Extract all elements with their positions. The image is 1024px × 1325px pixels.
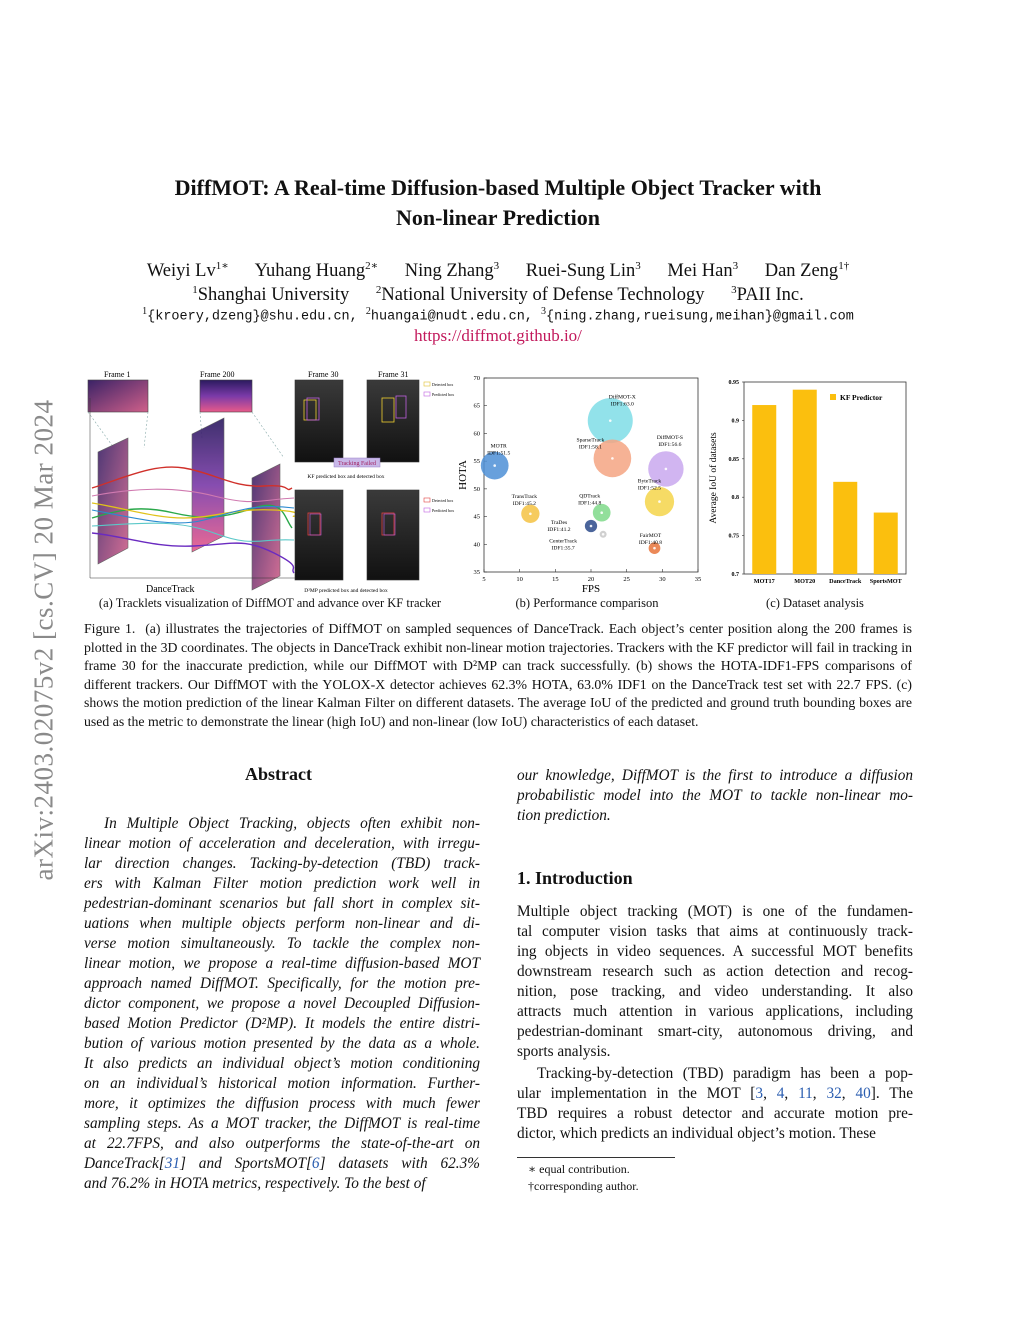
abstract-continuation	[517, 766, 913, 826]
intro-line: dictor, which predicts an individual object’s motion. These	[517, 1125, 876, 1142]
figure-panel-a	[84, 368, 456, 596]
frame-thumbnail	[88, 380, 148, 412]
abstract-line: approach named DiffMOT. Specifically, for the motion pre-	[84, 975, 480, 992]
frame-thumbnail	[200, 380, 252, 412]
legend-detected-box: Detected box	[432, 382, 454, 387]
paper-title-line2: Non-linear Prediction	[396, 205, 600, 230]
y-axis-label: Average IoU of datasets	[709, 432, 719, 524]
performance-scatter-chart	[452, 370, 712, 596]
abstract-line: bution of various motion presented by the data as a whole.	[84, 1035, 480, 1052]
scatter-point-name: ByteTrack	[637, 478, 662, 485]
y-tick-label: 0.8	[731, 495, 739, 502]
abstract-line: tion prediction.	[517, 807, 611, 824]
author: Weiyi $Lv^{1∗}$	[146, 260, 229, 282]
intro-paragraph-2	[517, 1064, 913, 1144]
frame-label: Frame 200	[200, 370, 235, 379]
abstract-line: more, it optimizes the diffusion process with much fewer	[84, 1095, 480, 1112]
scatter-point-idf1: IDF1:41.2	[547, 526, 571, 533]
bar	[874, 513, 898, 574]
intro-line: Tracking-by-detection (TBD) paradigm has been a pop-	[537, 1065, 913, 1082]
abstract-line: at 22.7FPS, and also outperforms the state-of-the-art on	[84, 1135, 480, 1152]
x-tick-label: 35	[694, 576, 702, 583]
scatter-point-idf1: IDF1:51.5	[487, 450, 511, 457]
x-tick-label: 15	[552, 576, 559, 583]
abstract-line: sampling steps. As a MOT tracker, the DiffMOT is real-time	[84, 1115, 480, 1132]
figure-caption: Figure 1. (a) illustrates the trajectories of DiffMOT on sampled sequences of DanceTrack. Each object’s center position along the 200 frames is plotted in the 3D coordinates. The objects in DanceTrack exhibit non-linear motion trajectories. Trackers with the KF predictor will fail in tracking in frame 30 for the inaccurate prediction, while our DiffMOT with D²MP can track successfully. (b) shows the HOTA-IDF1-FPS comparisons of different trackers. Our DiffMOT with the YOLOX-X detector achieves 62.3% HOTA, 63.0% IDF1 on the DanceTrack test set with 22.7 FPS. (c) shows the motion prediction of the linear Kalman Filter on different datasets. The average IoU of the predicted and ground truth bounding boxes are used as the metric to demonstrate the linear (high IoU) and non-linear (low IoU) characteristics of each dataset.	[84, 621, 912, 729]
x-tick-label: 30	[659, 576, 666, 583]
abstract-line: verse motion simultaneously. To tackle the complex non-	[84, 935, 480, 952]
legend-predicted-box: Predicted box	[432, 508, 455, 513]
abstract-line: and 76.2% in HOTA metrics, respectively. To the best of	[84, 1175, 426, 1192]
scatter-point-idf1: IDF1:56.6	[658, 441, 682, 448]
author: Yuhang Huang$^{2∗}$	[254, 260, 379, 282]
scatter-point-name: TransTrack	[511, 493, 538, 500]
y-tick-label: 0.9	[731, 418, 739, 425]
intro-line: TBD requires a robust detector and accurate motion pre-	[517, 1105, 913, 1122]
scatter-point-center	[665, 468, 668, 471]
affiliation: $^2$National University of Defense Technology	[375, 284, 705, 306]
tracklet-visualization	[84, 368, 456, 596]
scatter-point-center	[658, 500, 661, 503]
introduction-heading: 1. Introduction	[517, 868, 633, 888]
intro-line: Multiple object tracking (MOT) is one of the fundamen-	[517, 903, 913, 920]
scatter-point-center	[611, 457, 614, 460]
intro-line: downstream research such as action detection and recog-	[517, 963, 913, 980]
x-tick-label: 25	[623, 576, 630, 583]
y-tick-label: 35	[473, 569, 480, 576]
x-tick-label: MOT17	[753, 578, 775, 585]
abstract-heading: Abstract	[245, 764, 312, 784]
y-tick-label: 0.7	[731, 572, 739, 578]
y-tick-label: 40	[473, 541, 480, 549]
abstract-line: our knowledge, DiffMOT is the first to introduce a diffusion	[517, 767, 913, 784]
abstract-line: based Motion Predictor (D²MP). It models the entire distri-	[84, 1015, 480, 1032]
bar	[793, 390, 817, 574]
y-tick-label: 45	[473, 513, 480, 521]
panel-c-caption: (c) Dataset analysis	[766, 596, 864, 610]
scatter-point-center	[602, 533, 605, 536]
y-axis-label: HOTA	[457, 460, 469, 490]
abstract-line: linear motion, we propose a real-time diffusion-based MOT	[84, 955, 480, 972]
scatter-point-idf1: IDF1:63.0	[610, 401, 634, 408]
tracking-failed-label: Tracking Failed	[338, 461, 376, 467]
scatter-point-name: QDTrack	[579, 493, 601, 500]
author: Ruei-Sung Lin$^3$	[525, 260, 641, 282]
scatter-point-idf1: IDF1:58.1	[578, 444, 602, 451]
intro-line: ular implementation in the MOT [3, 4, 11, 32, 40]. The	[517, 1085, 913, 1102]
frame-label: Frame 31	[378, 370, 409, 379]
legend-detected-box: Detected box	[432, 498, 454, 503]
abstract-line: on an individual’s historical motion information. Further-	[84, 1075, 480, 1092]
bar	[833, 482, 857, 574]
intro-line: tal computer vision tasks that aims at continuously track-	[517, 923, 913, 940]
scatter-point-idf1: IDF1:52.5	[637, 485, 662, 492]
affiliation: $^3$PAII Inc.	[731, 284, 804, 306]
abstract-line: probabilistic model into the MOT to tackle non-linear mo-	[517, 787, 913, 804]
author: Ning Zhang$^3$	[404, 260, 500, 282]
scatter-point-idf1: IDF1:40.8	[638, 540, 663, 547]
abstract-line: It also predicts an individual object’s motion conditioning	[84, 1055, 480, 1072]
affiliation: $^1$Shanghai University	[192, 284, 350, 306]
abstract-line: lar direction changes. Tacking-by-detection (TBD) track-	[84, 855, 480, 872]
intro-line: nition, pose tracking, and video understanding. It also	[517, 983, 913, 1000]
scatter-point-idf1: IDF1:44.8	[578, 500, 602, 507]
bar	[752, 405, 776, 574]
dataset-iou-bar-chart	[704, 372, 910, 594]
email-list: $^1${kroery,dzeng}@shu.edu.cn, $^2$huangai@nudt.edu.cn, $^3${ning.zhang,rueisung,meihan}@gmail.com	[142, 306, 854, 325]
paper-title-line1: DiffMOT: A Real-time Diffusion-based Multiple Object Tracker with	[174, 175, 822, 200]
arxiv-id: arXiv:2403.02075v2 [cs.CV] 20 Mar 2024	[28, 399, 59, 881]
scatter-point-center	[493, 464, 496, 467]
abstract-line: pedestrian-dominant scenarios but fall short in complex sit-	[84, 895, 480, 912]
abstract-line: uations when multiple objects perform non-linear and di-	[84, 915, 480, 932]
x-axis-label: FPS	[581, 583, 601, 595]
legend-swatch	[830, 394, 836, 400]
legend-predicted-box: Predicted box	[432, 392, 455, 397]
footnote-corresponding-author: †corresponding author.	[528, 1179, 639, 1193]
y-tick-label: 50	[473, 485, 480, 493]
scatter-point-name: CenterTrack	[549, 538, 578, 545]
affiliation-list	[100, 278, 896, 307]
scatter-point-center	[600, 511, 603, 514]
scatter-point-center	[590, 525, 593, 528]
scatter-point-name: DiffMOT-X	[608, 394, 636, 401]
intro-line: pedestrian-dominant smart-city, autonomous driving, and	[517, 1023, 913, 1040]
project-url-link[interactable]: https://diffmot.github.io/	[414, 326, 582, 345]
figure-panel-c	[704, 372, 910, 594]
scatter-point-center	[529, 513, 532, 516]
scatter-point-idf1: IDF1:35.7	[551, 545, 575, 552]
panel-a-caption: (a) Tracklets visualization of DiffMOT and advance over KF tracker	[98, 596, 442, 610]
author: Dan Zeng$^{1\dagger}$	[764, 260, 850, 282]
y-tick-label: 0.75	[728, 533, 739, 540]
intro-line: ing objects in video sequences. A successful MOT benefits	[517, 943, 913, 960]
y-tick-label: 65	[473, 402, 480, 410]
scatter-point-name: SparseTrack	[576, 437, 605, 444]
scatter-point-center	[609, 419, 612, 422]
footnote-rule	[517, 1157, 675, 1158]
x-tick-label: 10	[516, 576, 523, 583]
y-tick-label: 0.85	[728, 456, 739, 463]
scatter-point-name: FairMOT	[639, 533, 662, 540]
tracking-photo	[295, 380, 343, 462]
x-tick-label: 20	[587, 576, 595, 583]
abstract-line: linear motion of acceleration and deceleration, with irregu-	[84, 835, 480, 852]
x-tick-label: 5	[482, 576, 486, 583]
legend-label: KF Predictor	[840, 393, 883, 402]
frame-label: Frame 30	[308, 370, 339, 379]
x-tick-label: DanceTrack	[829, 578, 862, 585]
abstract-line: dictor component, we propose a novel Decoupled Diffusion-	[84, 995, 480, 1012]
y-tick-label: 60	[473, 430, 480, 438]
y-tick-label: 70	[473, 375, 480, 382]
tracking-photo	[367, 380, 419, 462]
y-tick-label: 0.95	[728, 380, 739, 386]
abstract-body	[84, 814, 480, 1194]
panel-b-caption: (b) Performance comparison	[515, 596, 659, 610]
scatter-point-name: DiffMOT-S	[656, 434, 683, 441]
frame-label: Frame 1	[104, 370, 131, 379]
footnote-equal-contribution: ∗ equal contribution.	[528, 1162, 630, 1176]
kf-box-label: KF predicted box and detected box	[307, 474, 385, 480]
author: Mei Han$^3$	[667, 260, 739, 282]
dataset-label: DanceTrack	[146, 584, 195, 595]
abstract-line: In Multiple Object Tracking, objects often exhibit non-	[104, 815, 480, 832]
intro-paragraph-1	[517, 902, 913, 1062]
scatter-point-name: TraDes	[550, 519, 568, 526]
scatter-point-idf1: IDF1:45.2	[512, 500, 536, 507]
intro-line: sports analysis.	[517, 1043, 611, 1060]
scatter-point-center	[653, 547, 656, 550]
scatter-point-name: MOTR	[490, 443, 507, 450]
abstract-line: DanceTrack[31] and SportsMOT[6] datasets with 62.3%	[84, 1155, 480, 1172]
x-tick-label: MOT20	[794, 578, 816, 585]
y-tick-label: 55	[473, 458, 480, 466]
abstract-line: ers with Kalman Filter motion prediction work well in	[84, 875, 480, 892]
arxiv-sidebar	[24, 340, 64, 940]
intro-line: attracts much attention in various applications, including	[517, 1003, 913, 1020]
x-tick-label: SportsMOT	[869, 578, 902, 585]
figure-panel-b	[452, 370, 712, 596]
d2mp-box-label: D²MP predicted box and detected box	[304, 588, 388, 594]
